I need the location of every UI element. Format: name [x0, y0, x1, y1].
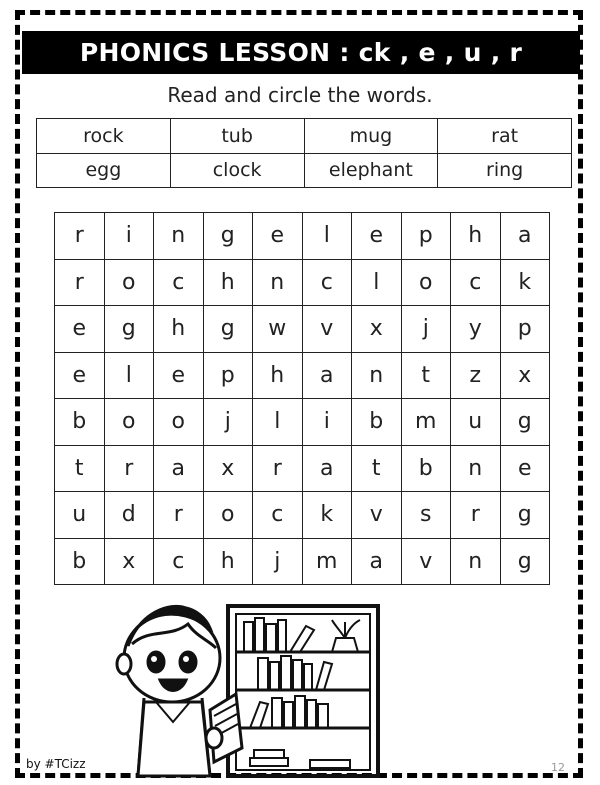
grid-letter-cell[interactable]: v [352, 492, 402, 539]
grid-letter-cell[interactable]: g [500, 492, 550, 539]
grid-letter-cell[interactable]: x [203, 445, 253, 492]
grid-letter-cell[interactable]: c [451, 259, 501, 306]
grid-letter-cell[interactable]: h [203, 538, 253, 585]
grid-letter-cell[interactable]: r [104, 445, 154, 492]
author-credit: by #TCizz [26, 757, 86, 771]
grid-letter-cell[interactable]: n [352, 352, 402, 399]
grid-letter-cell[interactable]: k [302, 492, 352, 539]
grid-letter-cell[interactable]: i [104, 213, 154, 260]
grid-letter-cell[interactable]: k [500, 259, 550, 306]
grid-letter-cell[interactable]: c [154, 259, 204, 306]
word-bank-word: rock [37, 119, 171, 154]
grid-letter-cell[interactable]: r [451, 492, 501, 539]
grid-letter-cell[interactable]: v [401, 538, 451, 585]
grid-letter-cell[interactable]: o [104, 259, 154, 306]
grid-row [55, 213, 550, 260]
word-bank-row [37, 153, 572, 188]
grid-letter-cell[interactable]: u [451, 399, 501, 446]
grid-letter-cell[interactable]: c [253, 492, 303, 539]
grid-letter-cell[interactable]: a [352, 538, 402, 585]
grid-letter-cell[interactable]: v [302, 306, 352, 353]
grid-letter-cell[interactable]: e [500, 445, 550, 492]
grid-letter-cell[interactable]: p [500, 306, 550, 353]
word-bank-word: tub [170, 119, 304, 154]
grid-letter-cell[interactable]: h [154, 306, 204, 353]
grid-row [55, 492, 550, 539]
word-bank-word: clock [170, 153, 304, 188]
grid-letter-cell[interactable]: g [500, 538, 550, 585]
word-search-grid [54, 212, 550, 585]
grid-letter-cell[interactable]: c [154, 538, 204, 585]
boy-and-bookshelf-illustration [110, 598, 400, 778]
word-bank-word: elephant [304, 153, 438, 188]
grid-letter-cell[interactable]: e [253, 213, 303, 260]
grid-letter-cell[interactable]: r [253, 445, 303, 492]
grid-letter-cell[interactable]: r [154, 492, 204, 539]
grid-letter-cell[interactable]: l [253, 399, 303, 446]
grid-letter-cell[interactable]: b [401, 445, 451, 492]
page-number: 12 [551, 761, 565, 774]
grid-letter-cell[interactable]: e [352, 213, 402, 260]
grid-letter-cell[interactable]: g [203, 213, 253, 260]
grid-letter-cell[interactable]: m [401, 399, 451, 446]
grid-letter-cell[interactable]: l [352, 259, 402, 306]
grid-letter-cell[interactable]: a [154, 445, 204, 492]
word-bank-word: mug [304, 119, 438, 154]
grid-letter-cell[interactable]: p [401, 213, 451, 260]
grid-letter-cell[interactable]: e [55, 352, 105, 399]
potted-plant-icon [332, 620, 360, 652]
boy-reading-book-icon [117, 606, 242, 776]
grid-row [55, 538, 550, 585]
grid-letter-cell[interactable]: a [302, 445, 352, 492]
grid-letter-cell[interactable]: o [203, 492, 253, 539]
grid-letter-cell[interactable]: m [302, 538, 352, 585]
grid-letter-cell[interactable]: l [302, 213, 352, 260]
grid-letter-cell[interactable]: e [154, 352, 204, 399]
word-bank-row [37, 119, 572, 154]
grid-letter-cell[interactable]: h [451, 213, 501, 260]
grid-letter-cell[interactable]: t [401, 352, 451, 399]
grid-letter-cell[interactable]: x [104, 538, 154, 585]
word-bank-word: ring [438, 153, 572, 188]
grid-letter-cell[interactable]: w [253, 306, 303, 353]
grid-letter-cell[interactable]: b [55, 538, 105, 585]
grid-letter-cell[interactable]: d [104, 492, 154, 539]
grid-letter-cell[interactable]: n [451, 538, 501, 585]
grid-letter-cell[interactable]: n [451, 445, 501, 492]
grid-letter-cell[interactable]: t [352, 445, 402, 492]
grid-letter-cell[interactable]: h [203, 259, 253, 306]
grid-letter-cell[interactable]: p [203, 352, 253, 399]
grid-letter-cell[interactable]: a [500, 213, 550, 260]
grid-letter-cell[interactable]: z [451, 352, 501, 399]
grid-letter-cell[interactable]: j [401, 306, 451, 353]
word-bank-word: rat [438, 119, 572, 154]
word-bank-table [36, 118, 572, 188]
grid-letter-cell[interactable]: r [55, 259, 105, 306]
instruction-text: Read and circle the words. [167, 83, 433, 107]
grid-letter-cell[interactable]: b [352, 399, 402, 446]
grid-letter-cell[interactable]: y [451, 306, 501, 353]
lesson-title: PHONICS LESSON : ck , e , u , r [22, 31, 580, 74]
grid-letter-cell[interactable]: o [104, 399, 154, 446]
grid-row [55, 306, 550, 353]
grid-letter-cell[interactable]: e [55, 306, 105, 353]
grid-letter-cell[interactable]: o [401, 259, 451, 306]
grid-letter-cell[interactable]: t [55, 445, 105, 492]
grid-letter-cell[interactable]: n [253, 259, 303, 306]
grid-row [55, 259, 550, 306]
grid-letter-cell[interactable]: c [302, 259, 352, 306]
grid-letter-cell[interactable]: g [104, 306, 154, 353]
grid-letter-cell[interactable]: j [203, 399, 253, 446]
grid-row [55, 445, 550, 492]
grid-row [55, 399, 550, 446]
word-bank-word: egg [37, 153, 171, 188]
grid-letter-cell[interactable]: l [104, 352, 154, 399]
grid-letter-cell[interactable]: r [55, 213, 105, 260]
grid-letter-cell[interactable]: j [253, 538, 303, 585]
grid-letter-cell[interactable]: s [401, 492, 451, 539]
bookshelf-icon [228, 606, 378, 776]
grid-letter-cell[interactable]: i [302, 399, 352, 446]
grid-letter-cell[interactable]: x [352, 306, 402, 353]
grid-letter-cell[interactable]: g [203, 306, 253, 353]
grid-letter-cell[interactable]: b [55, 399, 105, 446]
grid-letter-cell[interactable]: x [500, 352, 550, 399]
grid-letter-cell[interactable]: g [500, 399, 550, 446]
grid-letter-cell[interactable]: a [302, 352, 352, 399]
grid-row [55, 352, 550, 399]
grid-letter-cell[interactable]: o [154, 399, 204, 446]
grid-letter-cell[interactable]: u [55, 492, 105, 539]
grid-letter-cell[interactable]: h [253, 352, 303, 399]
grid-letter-cell[interactable]: n [154, 213, 204, 260]
